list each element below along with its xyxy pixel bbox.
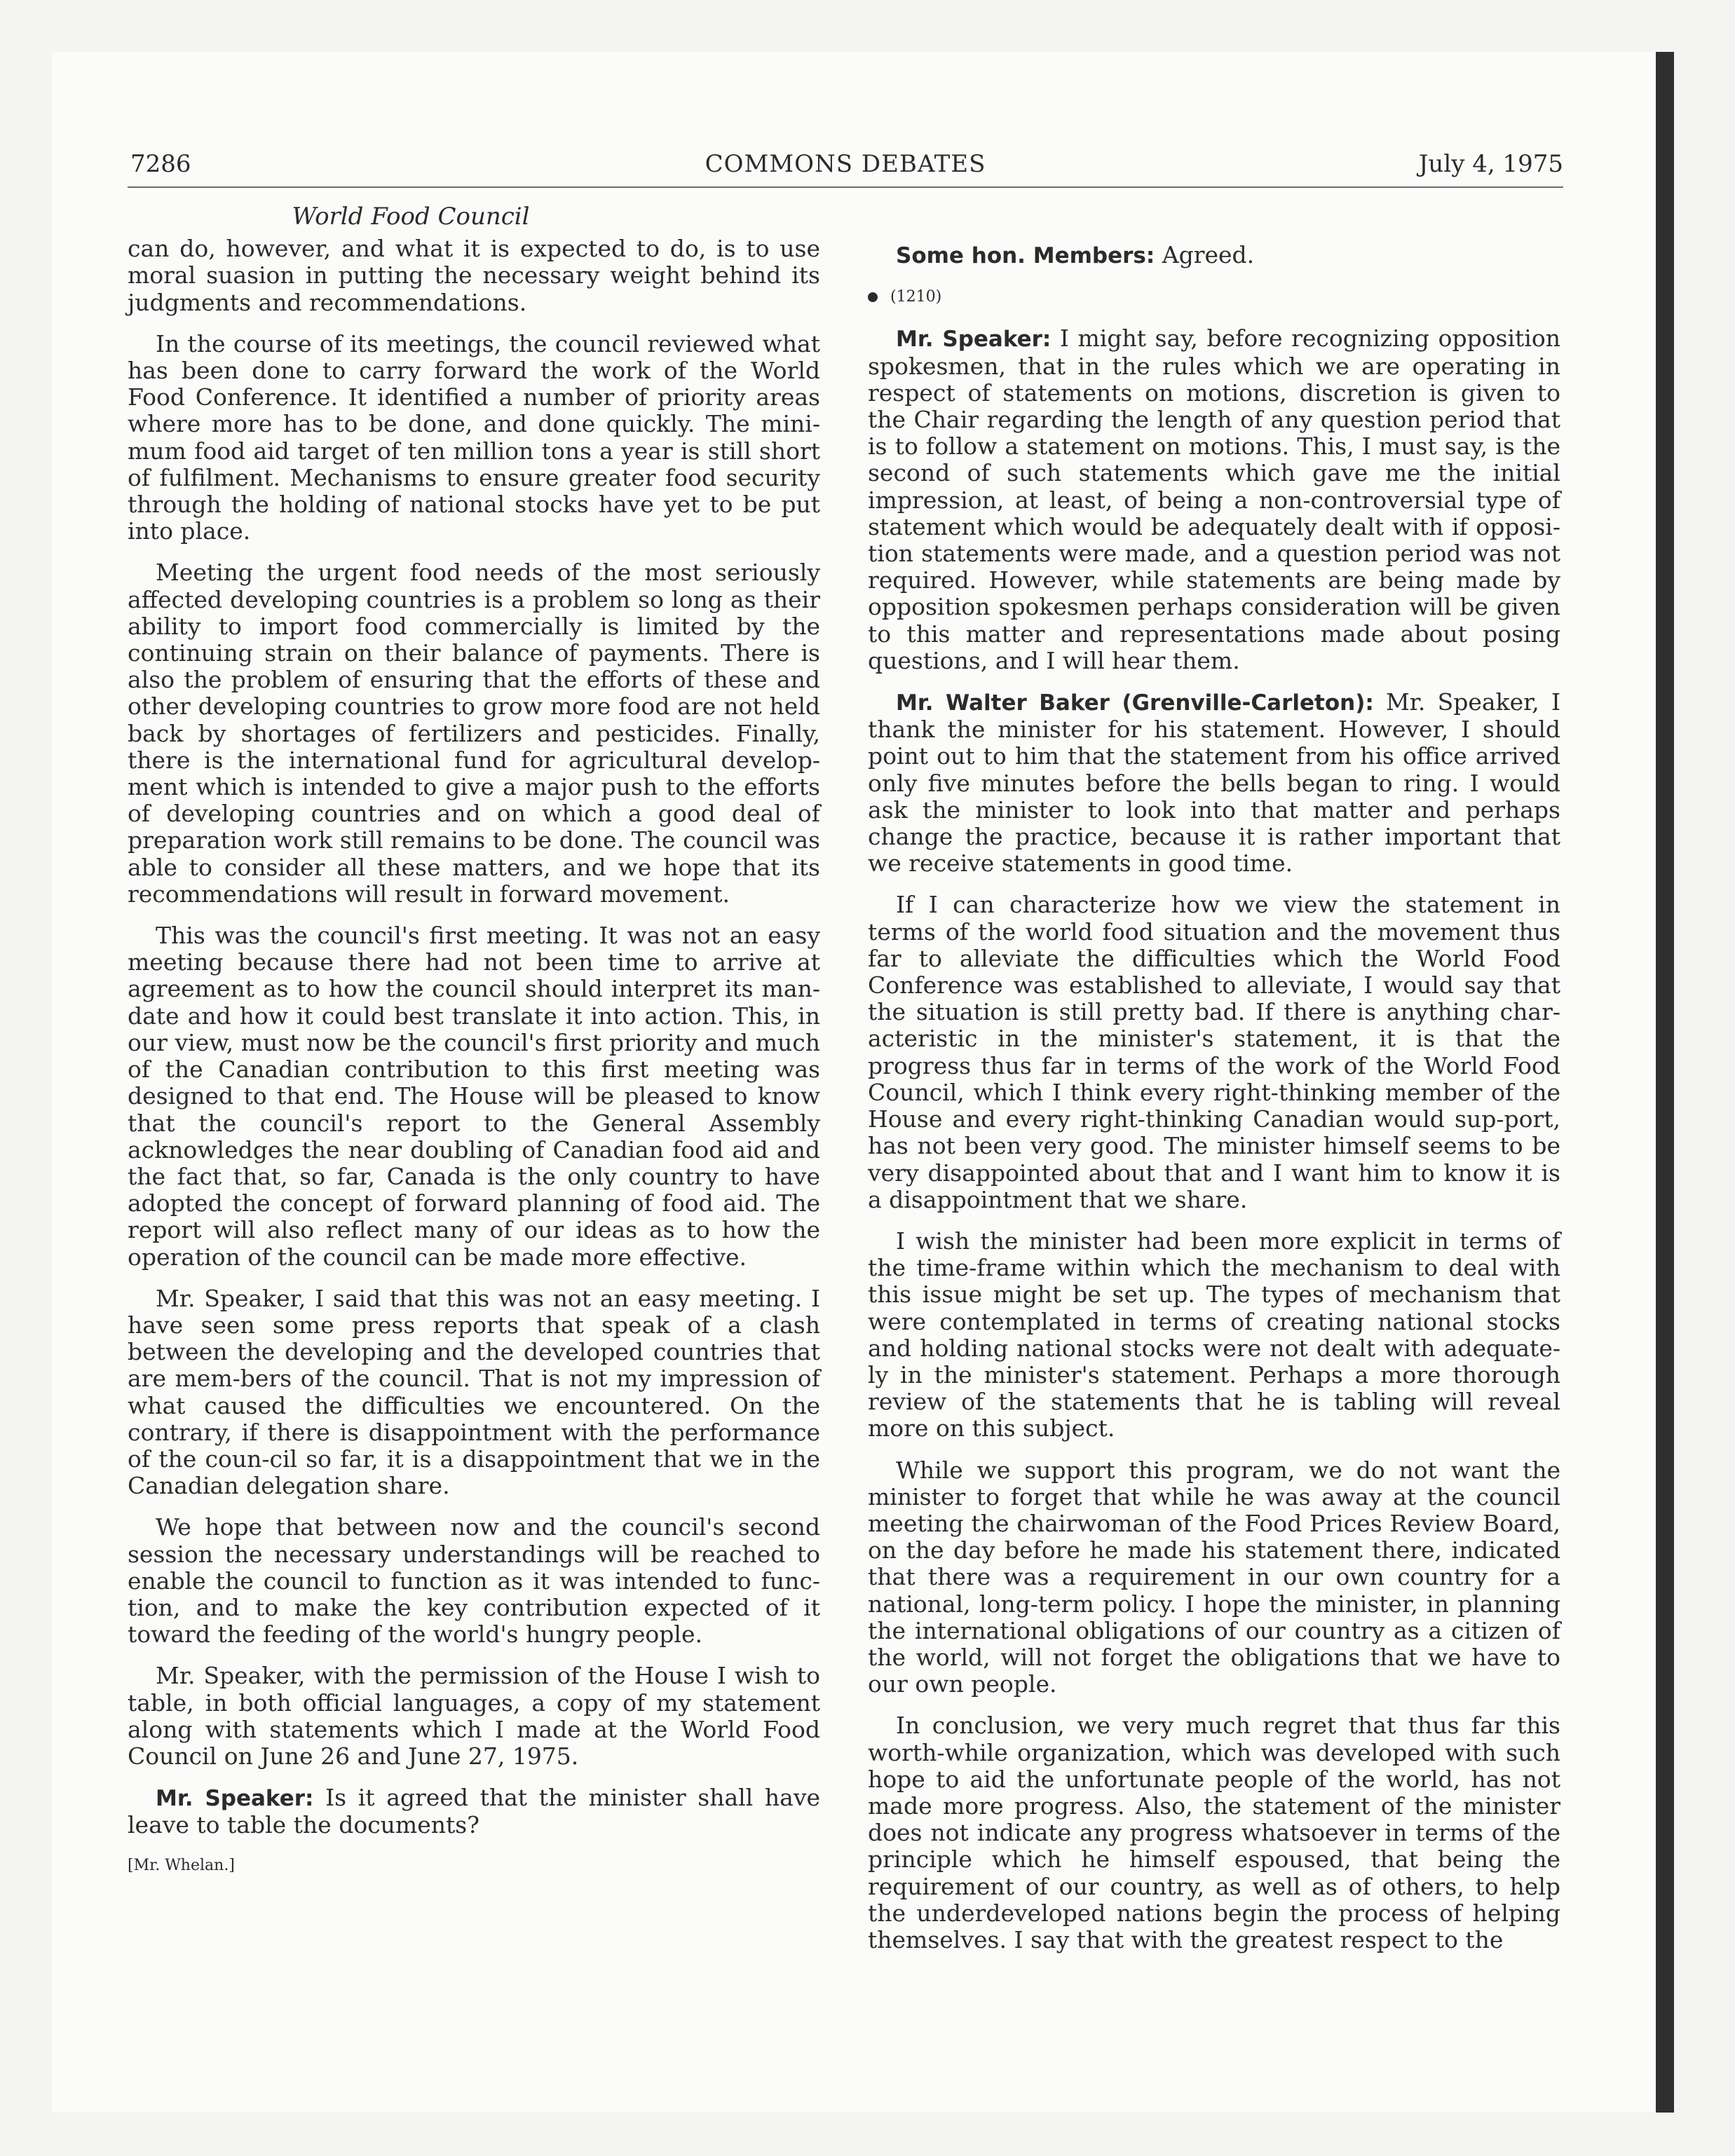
paragraph: Mr. Speaker, I said that this was not an easy meeting. I have seen some press reports that speak of a clash between the developing and the developed countries that are mem-bers of the council. That is not my impression of what caused the difficulties we encountered. On the contrary, if there is disappointment with the performance of the coun-cil so far, it is a disappointment that we in the Canadian delegation share. — [128, 1284, 820, 1500]
speech-paragraph — [868, 689, 1560, 877]
speaker-note: [Mr. Whelan.] — [128, 1856, 235, 1874]
speech-paragraph — [868, 325, 1560, 674]
paragraph: If I can characterize how we view the statement in terms of the world food situation and the movement thus far to alleviate the difficulties which the World Food Conference was established to alleviate, I would say that the situation is still pretty bad. If there is anything char-acteristic in the minister's statement, it is that the progress thus far in terms of the work of the World Food Council, which I think every right-thinking member of the House and every right-thinking Canadian would sup-port, has not been very good. The minister himself seems to be very disappointed about that and I want him to know it is a disappointment that we share. — [868, 891, 1560, 1213]
speaker-name: Mr. Speaker: — [156, 1786, 314, 1812]
speech-text: I might say, before recognizing opposition spokesmen, that in the rules which we are operating in respect of statements on motions, discretion is given to the Chair regarding the length of any question period that is to follow a statement on motions. This, I must say, is the second of such statements which gave me the initial impression, at least, of being a non-controversial type of statement which would be adequately dealt with if opposi-tion statements were made, and a question period was not required. However, while statements are being made by opposition spokesmen perhaps consideration will be given to this matter and representations made about posing questions, and I will hear them. — [868, 325, 1560, 674]
page-number: 7286 — [130, 150, 191, 178]
speech-paragraph — [868, 242, 1560, 269]
paragraph: We hope that between now and the council's second session the necessary understandings will be reached to enable the council to function as it was intended to func-tion, and to make the key contribution expected of it toward the feeding of the world's hungry people. — [128, 1513, 820, 1649]
speaker-name: Some hon. Members: — [896, 243, 1155, 268]
speech-paragraph — [128, 1785, 820, 1838]
paragraph: In conclusion, we very much regret that thus far this worth-while organization, which was developed with such hope to aid the unfortunate people of the world, has not made more progress. Also, the statement of the minister does not indicate any progress whatsoever in terms of the principle which he himself espoused, that being the requirement of our country, as well as of others, to help the underdeveloped nations begin the process of helping themselves. I say that with the greatest respect to the — [868, 1712, 1560, 1953]
paragraph: This was the council's first meeting. It was not an easy meeting because there had not been time to arrive at agreement as to how the council should interpret its man-date and how it could best translate it into action. This, in our view, must now be the council's first priority and much of the Canadian contribution to this first meeting was designed to that end. The House will be pleased to know that the council's report to the General Assembly acknowledges the near doubling of Canadian food aid and the fact that, so far, Canada is the only country to have adopted the concept of forward planning of food aid. The report will also reflect many of our ideas as to how the operation of the council can be made more effective. — [128, 922, 820, 1271]
speech-text: Agreed. — [1155, 241, 1255, 268]
subject-heading: World Food Council — [292, 203, 530, 231]
page-header — [128, 150, 1563, 188]
paragraph: In the course of its meetings, the council reviewed what has been done to carry forward the work of the World Food Conference. It identified a number of priority areas where more has to be done, and done quickly. The mini-mum food aid target of ten million tons a year is still short of fulfilment. Mechanisms to ensure greater food security through the holding of national stocks have yet to be put into place. — [128, 329, 820, 545]
time-stamp: (1210) — [890, 288, 942, 306]
bullet-icon — [868, 292, 878, 302]
paragraph: can do, however, and what it is expected to do, is to use moral suasion in putting the necessary weight behind its judgments and recommendations. — [128, 235, 820, 316]
paragraph: Meeting the urgent food needs of the most seriously affected developing countries is a problem so long as their ability to import food commercially is limited by the continuing strain on their balance of payments. There is also the problem of ensuring that the efforts of these and other developing countries to grow more food are not held back by shortages of fertilizers and pesticides. Finally, there is the international fund for agricultural develop-ment which is intended to give a major push to the efforts of developing countries and on which a good deal of preparation work still remains to be done. The council was able to consider all these matters, and we hope that its recommendations will result in forward movement. — [128, 559, 820, 908]
scan-edge-bar — [1656, 52, 1674, 2113]
speaker-name: Mr. Speaker: — [896, 327, 1052, 353]
time-marker — [868, 284, 1560, 311]
right-column — [868, 242, 1560, 1968]
speech-text: Mr. Speaker, I thank the minister for his statement. However, I should point out to him that the statement from his office arrived only five minutes before the bells began to ring. I would ask the minister to look into that matter and perhaps change the practice, because it is rather important that we receive statements in good time. — [868, 688, 1560, 878]
paragraph: While we support this program, we do not want the minister to forget that while he was away at the council meeting the chairwoman of the Food Prices Review Board, on the day before he made his statement there, indicated that there was a requirement in our own country for a national, long-term policy. I hope the minister, in planning the international obligations of our country as a citizen of the world, will not forget the obligations that we have to our own people. — [868, 1456, 1560, 1698]
paragraph: Mr. Speaker, with the permission of the House I wish to table, in both official languages, a copy of my statement along with statements which I made at the World Food Council on June 26 and June 27, 1975. — [128, 1662, 820, 1770]
publication-date: July 4, 1975 — [1418, 150, 1563, 178]
speech-text: Is it agreed that the minister shall have leave to table the documents? — [128, 1784, 820, 1839]
left-column — [128, 203, 820, 1879]
speaker-name: Mr. Walter Baker (Grenville-Carleton): — [896, 690, 1374, 716]
paragraph: I wish the minister had been more explicit in terms of the time-frame within which the mechanism to deal with this issue might be set up. The types of mechanism that were contemplated in terms of creating national stocks and holding national stocks were not dealt with adequate-ly in the minister's statement. Perhaps a more thorough review of the statements that he is tabling will reveal more on this subject. — [868, 1227, 1560, 1442]
publication-title: COMMONS DEBATES — [705, 150, 986, 178]
